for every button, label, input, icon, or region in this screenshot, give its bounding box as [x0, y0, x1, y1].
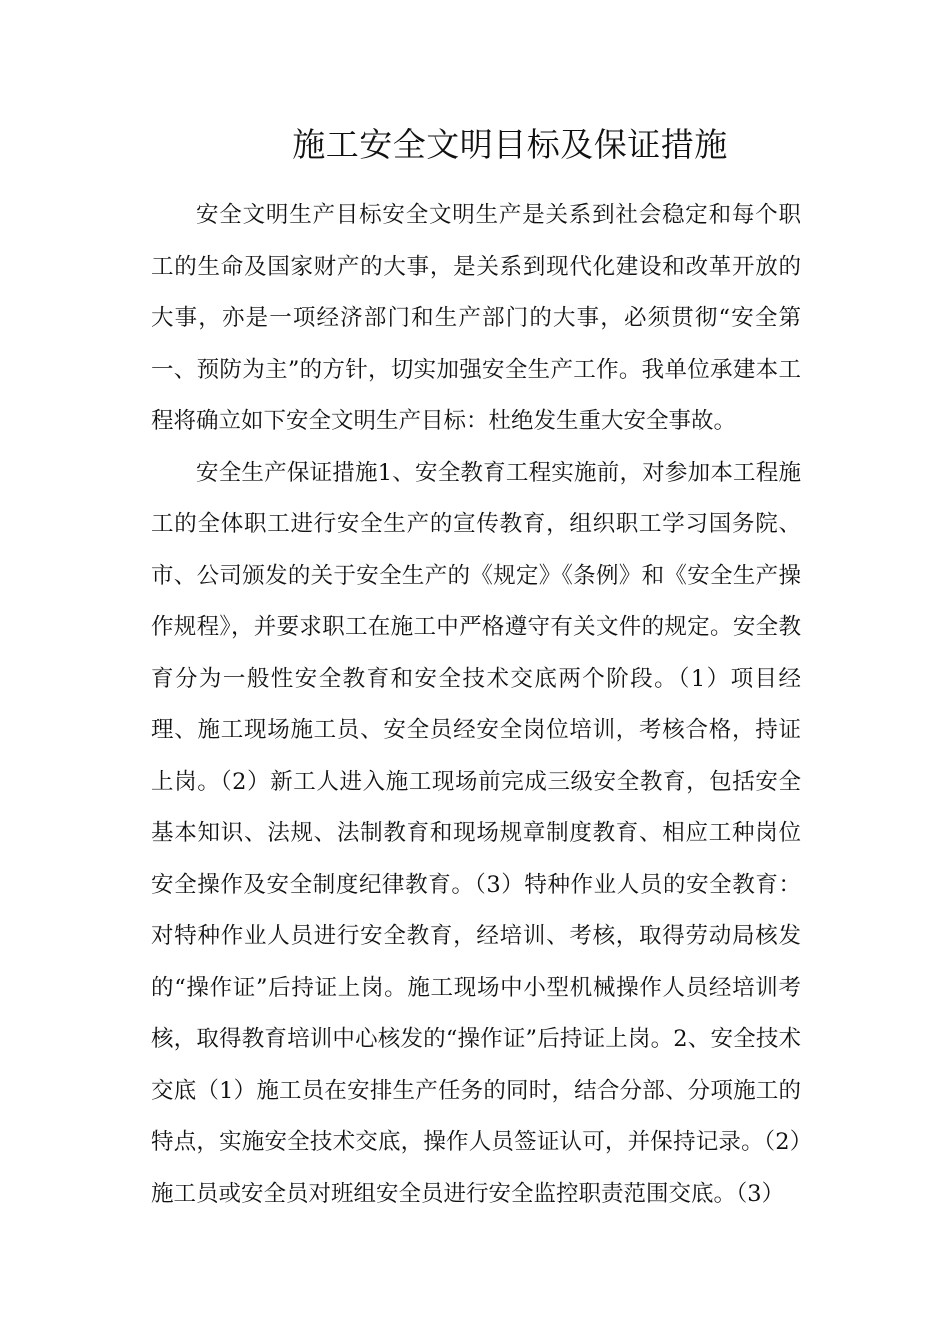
document-title: 施工安全文明目标及保证措施 — [292, 125, 728, 164]
document-body — [151, 190, 801, 1220]
paragraph-safety-goal: 安全文明生产目标安全文明生产是关系到社会稳定和每个职工的生命及国家财产的大事，是关系到现代化建设和改革开放的大事，亦是一项经济部门和生产部门的大事，必须贯彻“安全第一、预防为主”的方针，切实加强安全生产工作。我单位承建本工程将确立如下安全文明生产目标：杜绝发生重大安全事故。 — [151, 202, 801, 434]
paragraph-safety-measures: 安全生产保证措施1、安全教育工程实施前，对参加本工程施工的全体职工进行安全生产的宣传教育，组织职工学习国务院、市、公司颁发的关于安全生产的《规定》《条例》和《安全生产操作规程》，并要求职工在施工中严格遵守有关文件的规定。安全教育分为一般性安全教育和安全技术交底两个阶段。（1）项目经理、施工现场施工员、安全员经安全岗位培训，考核合格，持证上岗。（2）新工人进入施工现场前完成三级安全教育，包括安全基本知识、法规、法制教育和现场规章制度教育、相应工种岗位安全操作及安全制度纪律教育。（3）特种作业人员的安全教育：对特种作业人员进行安全教育，经培训、考核，取得劳动局核发的“操作证”后持证上岗。施工现场中小型机械操作人员经培训考核，取得教育培训中心核发的“操作证”后持证上岗。2、安全技术交底（1）施工员在安排生产任务的同时，结合分部、分项施工的特点，实施安全技术交底，操作人员签证认可，并保持记录。（2）施工员或安全员对班组安全员进行安全监控职责范围交底。（3） — [151, 459, 801, 1207]
